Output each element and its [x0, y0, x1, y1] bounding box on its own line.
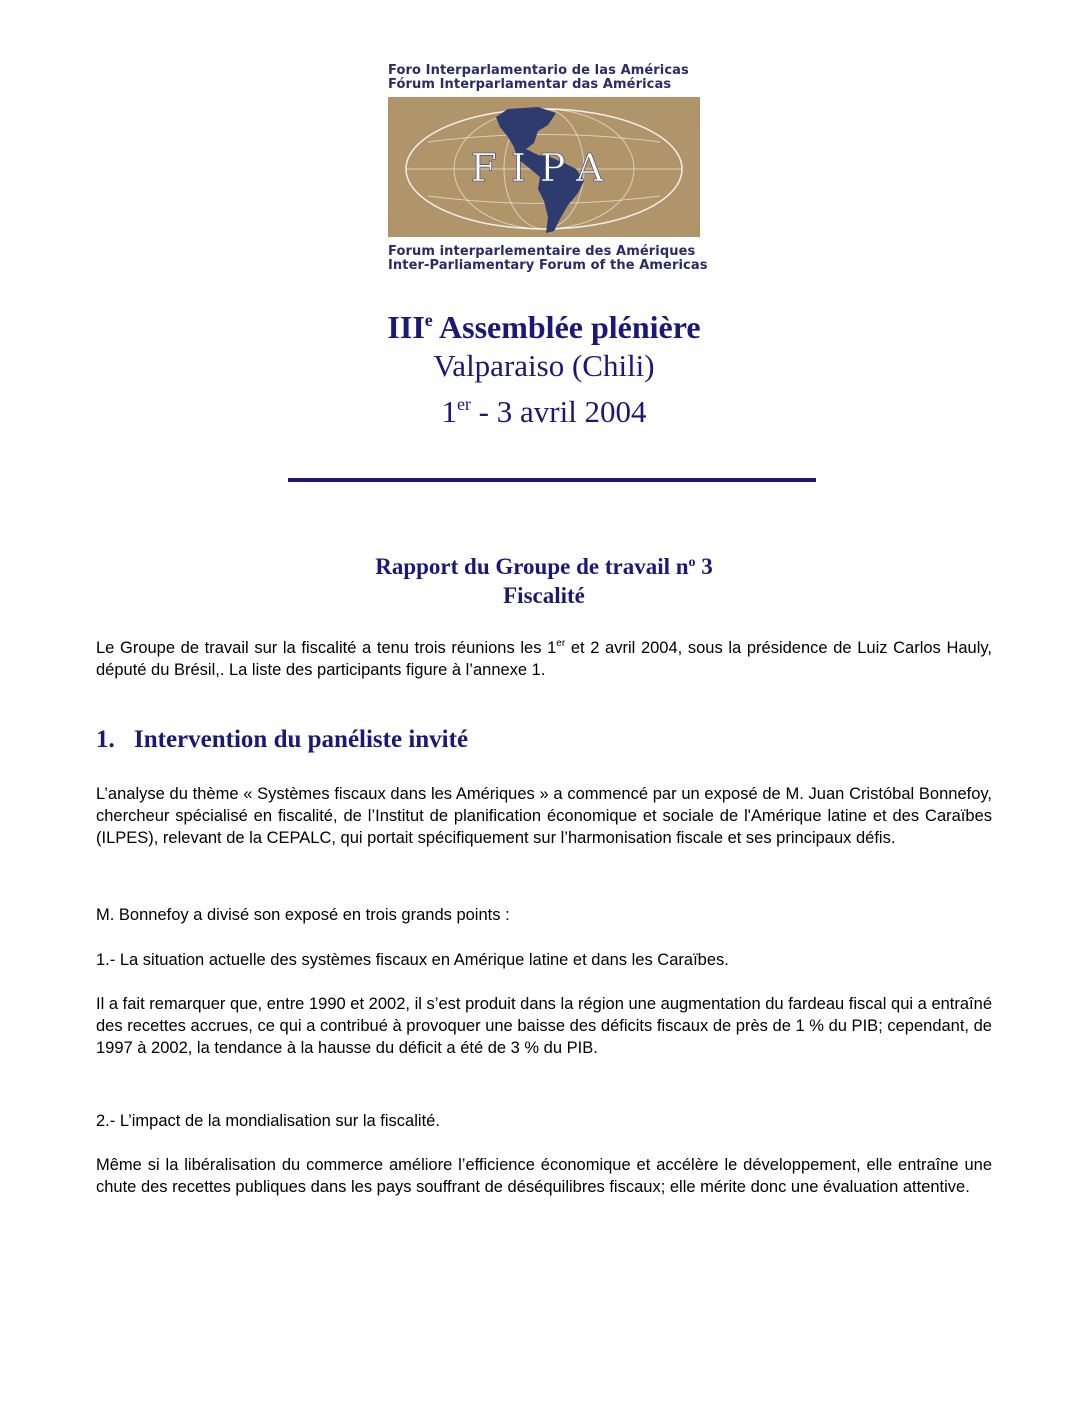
title-line1 — [0, 300, 1088, 347]
report-title-line2: Fiscalité — [503, 583, 585, 608]
title-line3-rest: - 3 avril 2004 — [470, 394, 647, 429]
title-divider — [288, 478, 816, 482]
fipa-globe-logo-graphic — [388, 97, 700, 237]
section-paragraph-1: L’analyse du thème « Systèmes fiscaux dans les Amériques » a commencé par un exposé de M. Juan Cristóbal Bonnefoy, chercheur spécialisé en fiscalité, de l’Institut de planification économique et sociale de l'Amérique latine et des Caraïbes (ILPES), relevant de la CEPALC, qui portait spécifiquement sur l’harmonisation fiscale et ses principaux défis. — [96, 785, 992, 847]
section-title: Intervention du panéliste invité — [134, 726, 469, 753]
intro-paragraph — [96, 633, 992, 681]
section-number: 1. — [96, 726, 115, 753]
logo-acronym: FIPA — [470, 146, 618, 190]
logo-header-top — [388, 64, 708, 92]
title-line1-rest: Assemblée plénière — [432, 309, 701, 345]
report-title-line1-sup: o — [688, 555, 696, 570]
title-line2: Valparaiso (Chili) — [433, 348, 655, 383]
logo-top-line2: Fórum Interparlamentar das Américas — [388, 77, 672, 92]
section-point-1: 1.- La situation actuelle des systèmes fiscaux en Amérique latine et dans les Caraïbes. — [96, 951, 729, 969]
section-paragraph-2: M. Bonnefoy a divisé son exposé en trois grands points : — [96, 906, 510, 924]
section-heading — [96, 726, 468, 754]
report-title-line1-rest: 3 — [695, 554, 713, 579]
report-title — [0, 548, 1088, 610]
title-line3-sup: er — [456, 394, 471, 414]
section-point-2: 2.- L’impact de la mondialisation sur la fiscalité. — [96, 1112, 440, 1130]
title-line1-sup: e — [424, 310, 433, 330]
fipa-logo — [388, 97, 700, 237]
section-paragraph-3: Il a fait remarquer que, entre 1990 et 2002, il s’est produit dans la région une augmentation du fardeau fiscal qui a entraîné des recettes accrues, ce qui a contribué à provoquer une baisse des déficits fiscaux de près de 1 % du PIB; cependant, de 1997 à 2002, la tendance à la hausse du déficit a été de 3 % du PIB. — [96, 995, 992, 1057]
logo-top-line1: Foro Interparlamentario de las Américas — [388, 63, 689, 78]
assembly-title — [0, 300, 1088, 431]
title-line3 — [0, 385, 1088, 431]
title-line3-main: 1 — [441, 394, 457, 429]
title-line1-main: III — [387, 309, 425, 345]
intro-part1: Le Groupe de travail sur la fiscalité a tenu trois réunions les 1 — [96, 639, 557, 657]
intro-sup: er — [556, 638, 566, 649]
intro-part2: et 2 avril 2004, sous la présidence de Luiz Carlos Hauly, député du Brésil,. La liste des participants figure à l’annexe 1. — [96, 639, 992, 679]
logo-bottom-line1: Forum interparlementaire des Amériques — [388, 244, 696, 259]
report-title-line1 — [0, 548, 1088, 581]
report-title-line1-main: Rapport du Groupe de travail n — [375, 554, 689, 579]
section-paragraph-4: Même si la libéralisation du commerce améliore l’efficience économique et accélère le développement, elle entraîne une chute des recettes publiques dans les pays souffrant de déséquilibres fiscaux; elle mérite donc une évaluation attentive. — [96, 1156, 992, 1196]
logo-header-bottom — [388, 245, 708, 273]
logo-bottom-line2: Inter-Parliamentary Forum of the Americas — [388, 258, 708, 273]
